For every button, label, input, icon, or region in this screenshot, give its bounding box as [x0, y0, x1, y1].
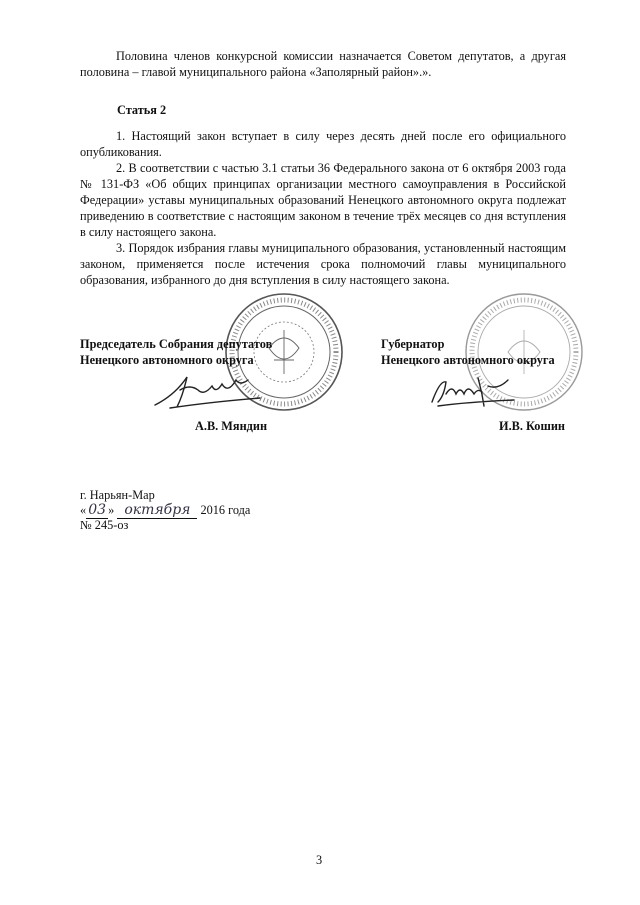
handwritten-signature-right	[428, 372, 518, 412]
footer-law-number: № 245-оз	[80, 518, 129, 532]
article-heading: Статья 2	[117, 103, 167, 117]
footer-date-year: 2016 года	[200, 503, 251, 517]
signatory-right-title-line1: Губернатор	[381, 337, 445, 351]
signatory-right-name: И.В. Кошин	[499, 419, 565, 433]
signatory-left-title	[80, 336, 272, 368]
signatory-left-title-line2: Ненецкого автономного округа	[80, 353, 254, 367]
footer-date-month: октября	[124, 502, 191, 518]
signatory-left-name: А.В. Мяндин	[195, 419, 268, 433]
signatory-right-title-line2: Ненецкого автономного округа	[381, 353, 555, 367]
paragraph-article2-item2: 2. В соответствии с частью 3.1 статьи 36 Федерального закона от 6 октября 2003 года № 131-ФЗ «Об общих принципах организации местного самоуправления в Российской Федерации» уставы муниципальных образований Ненецкого автономного округа подлежат приведению в соответствие с настоящим законом в течение трёх месяцев со дня вступления в силу настоящего закона.	[80, 161, 566, 239]
footer-date: « 03 » октября 2016 года	[80, 502, 251, 518]
paragraph-commission: Половина членов конкурсной комиссии назначается Советом депутатов, а другая половина – главой муниципального района «Заполярный район».».	[80, 49, 566, 79]
signatory-right-title	[381, 336, 555, 368]
signatory-left-title-line1: Председатель Собрания депутатов	[80, 337, 273, 351]
handwritten-signature-left	[150, 370, 270, 415]
footer-date-day: 03	[88, 502, 107, 518]
page-number: 3	[316, 853, 323, 867]
footer-city: г. Нарьян-Мар	[80, 488, 155, 502]
paragraph-article2-item1: 1. Настоящий закон вступает в силу через десять дней после его официального опубликования.	[80, 129, 566, 159]
paragraph-article2-item3: 3. Порядок избрания главы муниципального образования, установленный настоящим законом, применяется после истечения срока полномочий главы муниципального образования, избранного до дня вступления в силу настоящего закона.	[80, 241, 566, 287]
